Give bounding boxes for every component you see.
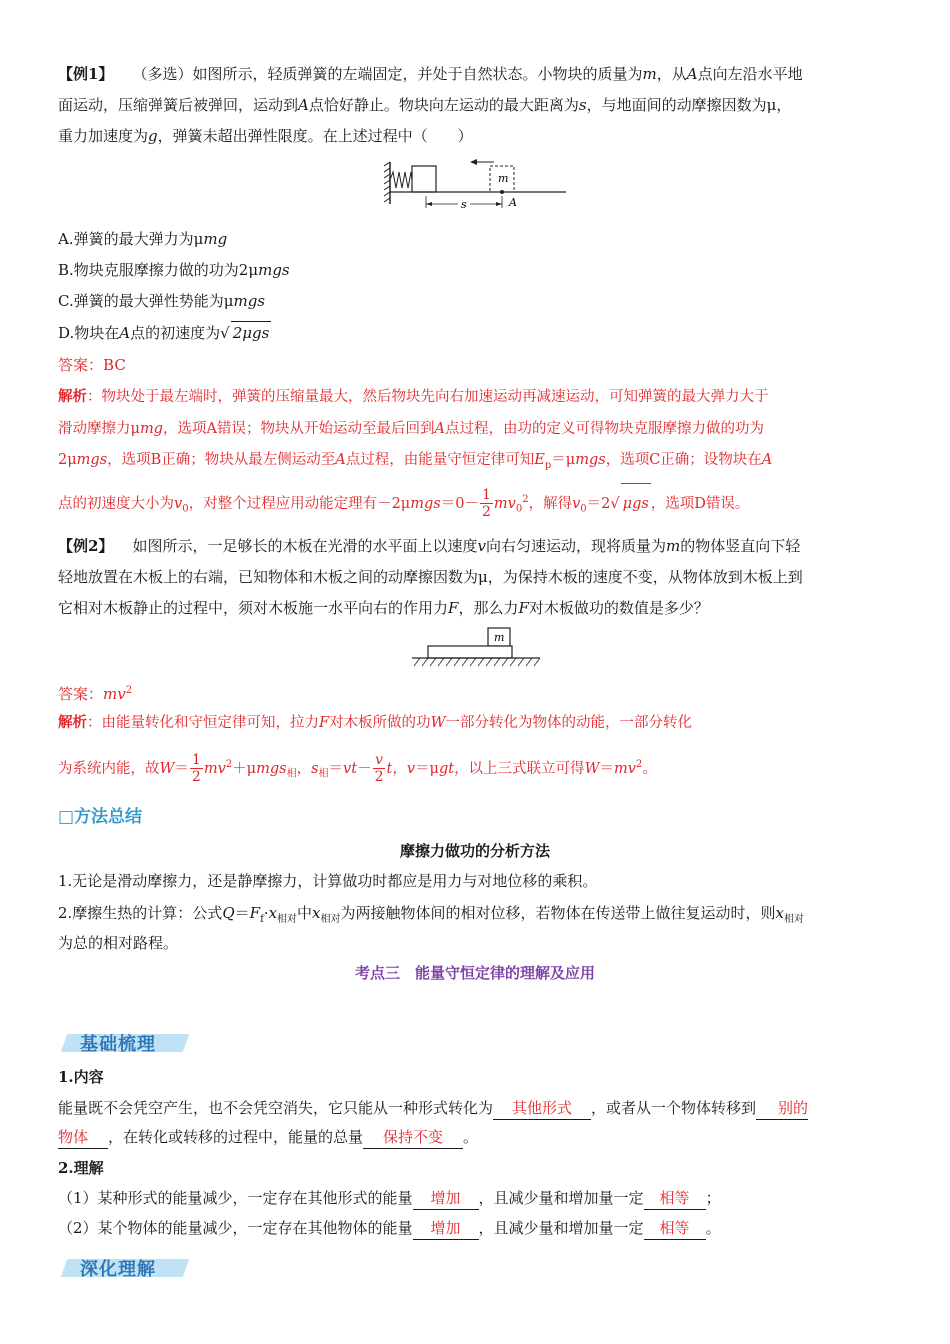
basics-banner: 基础梳理 bbox=[58, 1030, 186, 1054]
method-summary-title: 摩擦力做功的分析方法 bbox=[399, 842, 550, 860]
spring-block-figure bbox=[384, 158, 570, 212]
ex2-question-line2: 轻地放置在木板上的右端，已知物体和木板之间的动摩擦因数为μ，为保持木板的速度不变，从物体放到木板上到 bbox=[58, 568, 803, 586]
ex1-option-c: C.弹簧的最大弹性势能为μmgs bbox=[58, 292, 265, 310]
ex2-question-line1: 【例2】 如图所示，一足够长的木板在光滑的水平面上以速度v向右匀速运动，现将质量为m的物体竖直向下轻 bbox=[58, 537, 801, 555]
ex1-question-line2: 面运动，压缩弹簧后被弹回，运动到A点恰好静止。物块向左运动的最大距离为s，与地面间的动摩擦因数为μ， bbox=[58, 96, 792, 114]
blank-other-object-b: 物体 bbox=[58, 1126, 108, 1149]
deep-banner: 深化理解 bbox=[58, 1255, 186, 1279]
ex2-analysis-line1: 解析：由能量转化和守恒定律可知，拉力F对木板所做的功W一部分转化为物体的动能，一部分转化 bbox=[58, 714, 692, 731]
blank-increase-2: 增加 bbox=[413, 1217, 479, 1240]
blank-other-forms: 其他形式 bbox=[493, 1097, 591, 1120]
method-point-2-cont: 为总的相对路程。 bbox=[58, 934, 179, 952]
fig1-distance-label: s bbox=[461, 198, 467, 211]
basics-heading-understanding: 2.理解 bbox=[58, 1159, 104, 1177]
fig1-mass-label: m bbox=[498, 172, 509, 185]
ex1-analysis-line3: 2μmgs，选项B正确；物块从最左侧运动至A点过程，由能量守恒定律可知$E_p=\mu mgs$，选项C正确；设物块在A bbox=[58, 452, 773, 471]
ex1-answer: 答案：BC bbox=[58, 356, 126, 374]
fig1-point-a-label: A bbox=[509, 196, 517, 209]
basics-understanding-2: （2）某个物体的能量减少，一定存在其他物体的能量 增加 ，且减少量和增加量一定 相等 。 bbox=[58, 1217, 721, 1240]
section-title: 考点三 能量守恒定律的理解及应用 bbox=[354, 964, 595, 982]
ex1-tag: 【例1】 bbox=[58, 65, 114, 83]
ex1-option-a: A.弹簧的最大弹力为μmg bbox=[58, 230, 228, 248]
method-summary-header: □方法总结 bbox=[58, 807, 143, 827]
blank-equal-1: 相等 bbox=[644, 1187, 706, 1210]
blank-increase-1: 增加 bbox=[413, 1187, 479, 1210]
ex1-option-d: D.物块在A点的初速度为√ 2μgs bbox=[58, 321, 271, 344]
blank-equal-2: 相等 bbox=[644, 1217, 706, 1240]
ex2-answer: 答案：$mv^2$ bbox=[58, 685, 133, 703]
ex1-question-line1: 【例1】 （多选）如图所示，轻质弹簧的左端固定，并处于自然状态。小物块的质量为m，从A点向左沿水平地 bbox=[58, 65, 803, 83]
ex1-question-line3: 重力加速度为g，弹簧未超出弹性限度。在上述过程中（ ） bbox=[58, 127, 473, 145]
basics-content-line1: 能量既不会凭空产生，也不会凭空消失，它只能从一种形式转化为 其他形式 ，或者从一个物体转移到 别的 bbox=[58, 1097, 808, 1120]
ex1-option-b: B.物块克服摩擦力做的功为2μmgs bbox=[58, 261, 290, 279]
method-point-1: 1.无论是滑动摩擦力，还是静摩擦力，计算做功时都应是用力与对地位移的乘积。 bbox=[58, 872, 598, 890]
ex1-analysis-line1: 解析：物块处于最左端时，弹簧的压缩量最大，然后物块先向右加速运动再减速运动，可知弹簧的最大弹力大于 bbox=[58, 388, 769, 405]
ex2-tag: 【例2】 bbox=[58, 537, 114, 555]
basics-heading-content: 1.内容 bbox=[58, 1068, 104, 1086]
ex2-analysis-line2: 为系统内能，故W＝ $\frac{1}{2}$ $mv^2+\mu mgs_相$，$s_相=vt-$ $\frac{v}{2}$ t，v＝μgt，以上三式联立可得$W=mv^2$。 bbox=[58, 752, 657, 786]
ex2-question-line3: 它相对木板静止的过程中，须对木板施一水平向右的作用力F，那么力F对木板做功的数值是多少？ bbox=[58, 599, 709, 617]
basics-content-line2: 物体 ，在转化或转移的过程中，能量的总量 保持不变 。 bbox=[58, 1126, 478, 1149]
ex1-analysis-line2: 滑动摩擦力μmg，选项A错误；物块从开始运动至最后回到A点过程，由功的定义可得物块克服摩擦力做的功为 bbox=[58, 421, 764, 437]
method-point-2: 2.摩擦生热的计算：公式$Q=F_f\cdot x_{相对}$中$x_{相对}$为两接触物体间的相对位移，若物体在传送带上做往复运动时，则$x_{相对}$ bbox=[58, 904, 804, 925]
ex1-analysis-line4: 点的初速度大小为$v_0$，对整个过程应用动能定理有－2μmgs＝0－ $\frac{1}{2}$ $mv_0^2$，解得$v_0=2√$ μgs ，选项D错误。 bbox=[58, 480, 749, 530]
fig2-mass-label: m bbox=[494, 631, 505, 644]
board-figure bbox=[412, 624, 542, 668]
basics-understanding-1: （1）某种形式的能量减少，一定存在其他形式的能量 增加 ，且减少量和增加量一定 相等 ； bbox=[58, 1187, 721, 1210]
blank-unchanged: 保持不变 bbox=[363, 1126, 463, 1149]
blank-other-object-a: 别的 bbox=[756, 1097, 808, 1120]
